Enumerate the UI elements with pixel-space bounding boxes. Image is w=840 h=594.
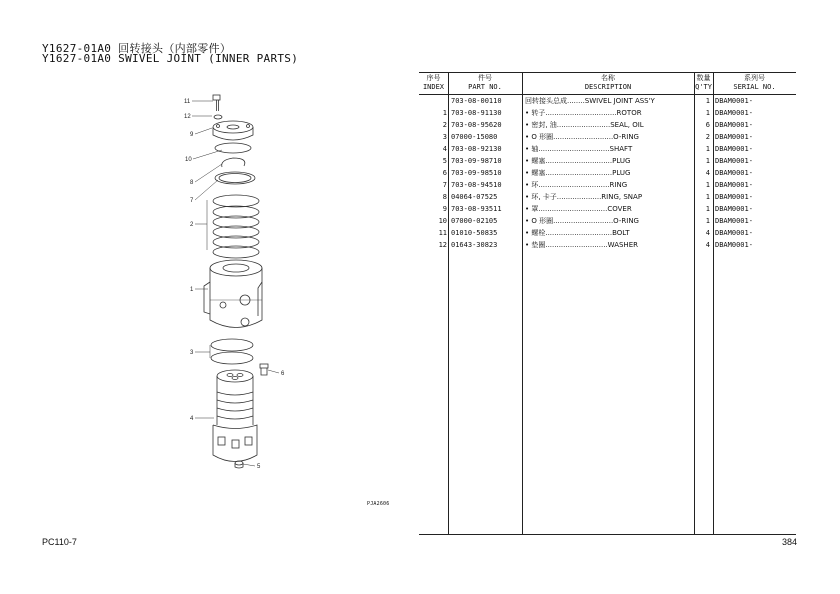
diagram-code: PJA2606 [367, 501, 390, 507]
row-index: 10 [438, 217, 447, 225]
plug-part-6 [260, 364, 268, 375]
row-description: • 环, 卡子....................RING, SNAP [525, 193, 643, 201]
row-part-number: 01010-50835 [451, 229, 498, 237]
table-row [419, 179, 796, 191]
row-serial: DBAM0001- [715, 169, 753, 177]
row-part-number: 703-08-94510 [451, 181, 502, 189]
row-description: • 螺塞..............................PLUG [525, 169, 631, 177]
row-part-number: 703-08-91130 [451, 109, 502, 117]
callout-1: 1 [190, 287, 194, 293]
row-serial: DBAM0001- [715, 241, 753, 249]
row-serial: DBAM0001- [715, 193, 753, 201]
row-index: 7 [442, 181, 447, 189]
row-serial: DBAM0001- [715, 145, 753, 153]
table-row [419, 95, 796, 107]
row-description: 回转接头总成........SWIVEL JOINT ASS'Y [525, 97, 655, 105]
callout-3: 3 [190, 350, 194, 356]
washer-part [214, 115, 222, 119]
row-description: • 轴................................SHAFT [525, 145, 633, 153]
row-index: 3 [442, 133, 447, 141]
header-qty-cn: 数量 [696, 74, 711, 82]
row-index: 8 [442, 193, 447, 201]
callout-9: 9 [190, 132, 194, 138]
header-part-en: PART NO. [468, 83, 502, 91]
shaft-part [213, 370, 257, 462]
page-title-en: Y1627-01A0 SWIVEL JOINT (INNER PARTS) [42, 52, 299, 65]
row-serial: DBAM0001- [715, 217, 753, 225]
ring-part [215, 172, 255, 184]
row-serial: DBAM0001- [715, 205, 753, 213]
header-part-cn: 件号 [478, 74, 492, 82]
o-ring-part [215, 143, 251, 153]
table-row [419, 107, 796, 119]
row-serial: DBAM0001- [715, 157, 753, 165]
row-quantity: 6 [705, 121, 710, 129]
row-description: • 密封, 油........................SEAL, OIL [525, 121, 644, 129]
table-row [419, 143, 796, 155]
row-part-number: 703-08-92130 [451, 145, 502, 153]
header-serial-cn: 系列号 [744, 74, 765, 82]
table-row [419, 215, 796, 227]
table-row [419, 167, 796, 179]
row-serial: DBAM0001- [715, 109, 753, 117]
callout-7: 7 [190, 198, 194, 204]
table-row [419, 155, 796, 167]
callout-4: 4 [190, 416, 194, 422]
row-part-number: 04064-07525 [451, 193, 498, 201]
row-quantity: 4 [705, 229, 710, 237]
row-index: 6 [442, 169, 447, 177]
row-serial: DBAM0001- [715, 229, 753, 237]
row-quantity: 4 [705, 169, 710, 177]
row-part-number: 703-09-98510 [451, 169, 502, 177]
row-part-number: 703-08-95620 [451, 121, 502, 129]
row-part-number: 703-08-93511 [451, 205, 502, 213]
bolt-part [213, 95, 220, 111]
row-description: • 转子................................ROTOR [525, 109, 642, 117]
model-number: PC110-7 [42, 537, 77, 547]
header-desc-en: DESCRIPTION [584, 83, 632, 91]
row-quantity: 1 [705, 145, 710, 153]
table-top-border [419, 72, 796, 73]
row-quantity: 1 [705, 205, 710, 213]
row-index: 5 [442, 157, 447, 165]
callout-5: 5 [257, 464, 261, 470]
table-row [419, 131, 796, 143]
o-rings-part [211, 339, 253, 364]
table-bottom-border [419, 534, 796, 535]
row-description: • O 形圈...........................O-RING [525, 217, 639, 225]
row-quantity: 4 [705, 241, 710, 249]
page-number: 384 [782, 537, 798, 547]
parts-table [419, 72, 796, 535]
row-description: • O 形圈...........................O-RING [525, 133, 639, 141]
row-quantity: 1 [705, 97, 710, 105]
row-serial: DBAM0001- [715, 133, 753, 141]
snap-ring-part [222, 158, 245, 167]
row-quantity: 2 [705, 133, 710, 141]
row-index: 12 [438, 241, 447, 249]
table-row [419, 119, 796, 131]
callout-10: 10 [185, 157, 192, 163]
header-qty-en: Q'TY [695, 83, 712, 91]
row-description: • 螺塞..............................PLUG [525, 157, 631, 165]
header-serial-en: SERIAL NO. [733, 83, 776, 91]
table-row [419, 191, 796, 203]
header-desc-cn: 名称 [601, 74, 615, 82]
cover-part [213, 121, 253, 140]
callout-11: 11 [184, 99, 191, 105]
row-part-number: 07000-15080 [451, 133, 498, 141]
page-title-cn: Y1627-01A0 回转接头（内部零件） [42, 42, 232, 55]
table-row [419, 239, 796, 251]
plug-part-5 [235, 461, 243, 468]
row-description: • 垫圈............................WASHER [525, 241, 638, 249]
row-serial: DBAM0001- [715, 181, 753, 189]
row-index: 9 [442, 205, 447, 213]
row-part-number: 07000-02105 [451, 217, 498, 225]
row-index: 11 [438, 229, 447, 237]
row-part-number: 703-09-98710 [451, 157, 502, 165]
rotor-part [204, 260, 262, 328]
row-index: 1 [442, 109, 447, 117]
row-part-number: 703-08-00110 [451, 97, 502, 105]
row-serial: DBAM0001- [715, 97, 753, 105]
row-quantity: 1 [705, 157, 710, 165]
callout-8: 8 [190, 180, 194, 186]
oil-seal-stack-part [213, 195, 259, 258]
header-index-cn: 序号 [426, 74, 441, 82]
row-quantity: 1 [705, 193, 710, 201]
row-description: • 罩...............................COVER [525, 205, 632, 213]
callout-2: 2 [190, 222, 194, 228]
table-row [419, 203, 796, 215]
row-quantity: 1 [705, 109, 710, 117]
row-quantity: 1 [705, 217, 710, 225]
row-index: 4 [442, 145, 447, 153]
row-description: • 螺栓..............................BOLT [525, 229, 630, 237]
table-row [419, 227, 796, 239]
callout-12: 12 [184, 114, 191, 120]
row-part-number: 01643-30823 [451, 241, 498, 249]
row-serial: DBAM0001- [715, 121, 753, 129]
header-index-en: INDEX [422, 83, 445, 91]
callout-6: 6 [281, 371, 285, 377]
row-quantity: 1 [705, 181, 710, 189]
row-description: • 环................................RING [525, 181, 628, 189]
row-index: 2 [442, 121, 447, 129]
